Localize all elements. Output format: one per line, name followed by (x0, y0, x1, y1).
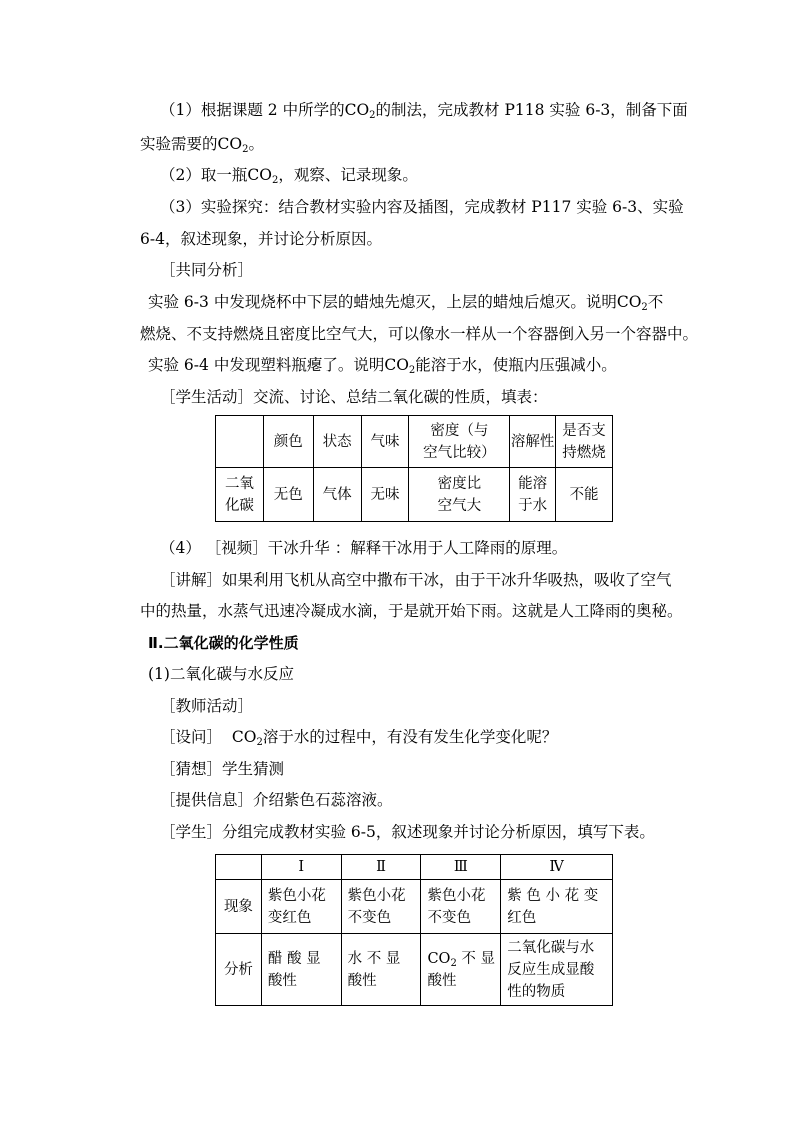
paragraph-8: （4） ［视频］干冰升华 ：解释干冰用于人工降雨的原理。 (160, 539, 568, 557)
text: 的制法，完成教材 P118 实验 6-3，制备下面 (375, 101, 688, 119)
paragraph-3-cont: 6-4，叙述现象，并讨论分析原因。 (140, 230, 382, 248)
table-cell: 二氧化碳与水 反应生成显酸 性的物质 (501, 934, 613, 1006)
co2-formula: $CO_2$ (344, 101, 376, 121)
section-heading: Ⅱ.二氧化碳的化学性质 (148, 634, 299, 652)
header-cell: Ⅰ (261, 855, 341, 880)
paragraph-11: ［教师活动］ (160, 697, 254, 715)
text: 不 (647, 293, 664, 311)
co2-formula: $CO_2$ (616, 293, 648, 313)
text: ［设问］ (160, 728, 223, 746)
co2-formula: $CO_2$ (427, 950, 457, 969)
paragraph-9: ［讲解］如果利用飞机从高空中撒布干冰，由于干冰升华吸热，吸收了空气 (160, 571, 672, 589)
row-label: 二氧 化碳 (216, 468, 264, 522)
section-label-analysis: ［共同分析］ (160, 261, 254, 279)
paragraph-14: ［提供信息］介绍紫色石蕊溶液。 (160, 791, 393, 809)
paragraph-13: ［猜想］学生猜测 (160, 760, 285, 778)
paragraph-15: ［学生］分组完成教材实验 6-5，叙述现象并讨论分析原因，填写下表。 (160, 823, 655, 841)
header-cell: Ⅱ (341, 855, 421, 880)
co2-formula: $CO_2$ (231, 728, 263, 748)
experiment-table (215, 854, 613, 1006)
co2-formula: $CO_2$ (217, 135, 249, 155)
paragraph-1 (160, 100, 688, 120)
co2-formula: $CO_2$ (247, 166, 279, 186)
table-cell: 不能 (556, 468, 613, 522)
text: 实验 6-4 中发现塑料瓶瘪了。说明 (148, 356, 385, 374)
table-cell: 密度比 空气大 (409, 468, 510, 522)
header-cell: 颜色 (263, 416, 313, 468)
paragraph-5-cont: 燃烧、不支持燃烧且密度比空气大，可以像水一样从一个容器倒入另一个容器中。 (140, 325, 699, 343)
paragraph-7: ［学生活动］交流、讨论、总结二氧化碳的性质，填表： (160, 388, 548, 406)
paragraph-1-cont (140, 134, 264, 154)
text: 溶于水的过程中，有没有发生化学变化呢？ (262, 728, 558, 746)
header-cell: 是否支 持燃烧 (556, 416, 613, 468)
header-cell (216, 855, 262, 880)
header-cell: 状态 (313, 416, 361, 468)
table-cell: $CO_2$ 不 显 酸性 (421, 934, 501, 1006)
paragraph-10: (1)二氧化碳与水反应 (148, 665, 294, 683)
table-cell: 紫色小花 不变色 (421, 880, 501, 934)
row-label: 分析 (216, 934, 262, 1006)
text: 能溶于水，使瓶内压强减小。 (415, 356, 617, 374)
paragraph-12 (160, 727, 557, 747)
table-cell: 无色 (263, 468, 313, 522)
text: 实验 6-3 中发现烧杯中下层的蜡烛先熄灭，上层的蜡烛后熄灭。说明 (148, 293, 617, 311)
table-cell: 能溶 于水 (510, 468, 556, 522)
table-cell: 紫色小花 变红色 (261, 880, 341, 934)
text: ，观察、记录现象。 (278, 166, 418, 184)
header-cell: 气味 (361, 416, 409, 468)
paragraph-6 (148, 355, 617, 375)
text: 实验需要的 (140, 135, 218, 153)
paragraph-3: （3）实验探究：结合教材实验内容及插图，完成教材 P117 实验 6-3、实验 (160, 198, 684, 216)
table-cell: 气体 (313, 468, 361, 522)
text: （2）取一瓶 (160, 166, 248, 184)
header-cell: Ⅲ (421, 855, 501, 880)
table-cell: 水 不 显 酸性 (341, 934, 421, 1006)
row-label: 现象 (216, 880, 262, 934)
header-cell: Ⅳ (501, 855, 613, 880)
table-cell: 醋 酸 显 酸性 (261, 934, 341, 1006)
table-cell: 无味 (361, 468, 409, 522)
text: 。 (248, 135, 264, 153)
paragraph-5 (148, 292, 663, 312)
header-cell: 溶解性 (510, 416, 556, 468)
co2-formula: $CO_2$ (384, 356, 416, 376)
co2-properties-table (215, 415, 613, 522)
table-cell: 紫 色 小 花 变 红色 (501, 880, 613, 934)
header-cell: 密度（与 空气比较） (409, 416, 510, 468)
header-cell (216, 416, 264, 468)
table-cell: 紫色小花 不变色 (341, 880, 421, 934)
paragraph-9-cont: 中的热量，水蒸气迅速冷凝成水滴，于是就开始下雨。这就是人工降雨的奥秘。 (140, 602, 683, 620)
paragraph-2 (160, 165, 418, 185)
text: （1）根据课题 2 中所学的 (160, 101, 345, 119)
